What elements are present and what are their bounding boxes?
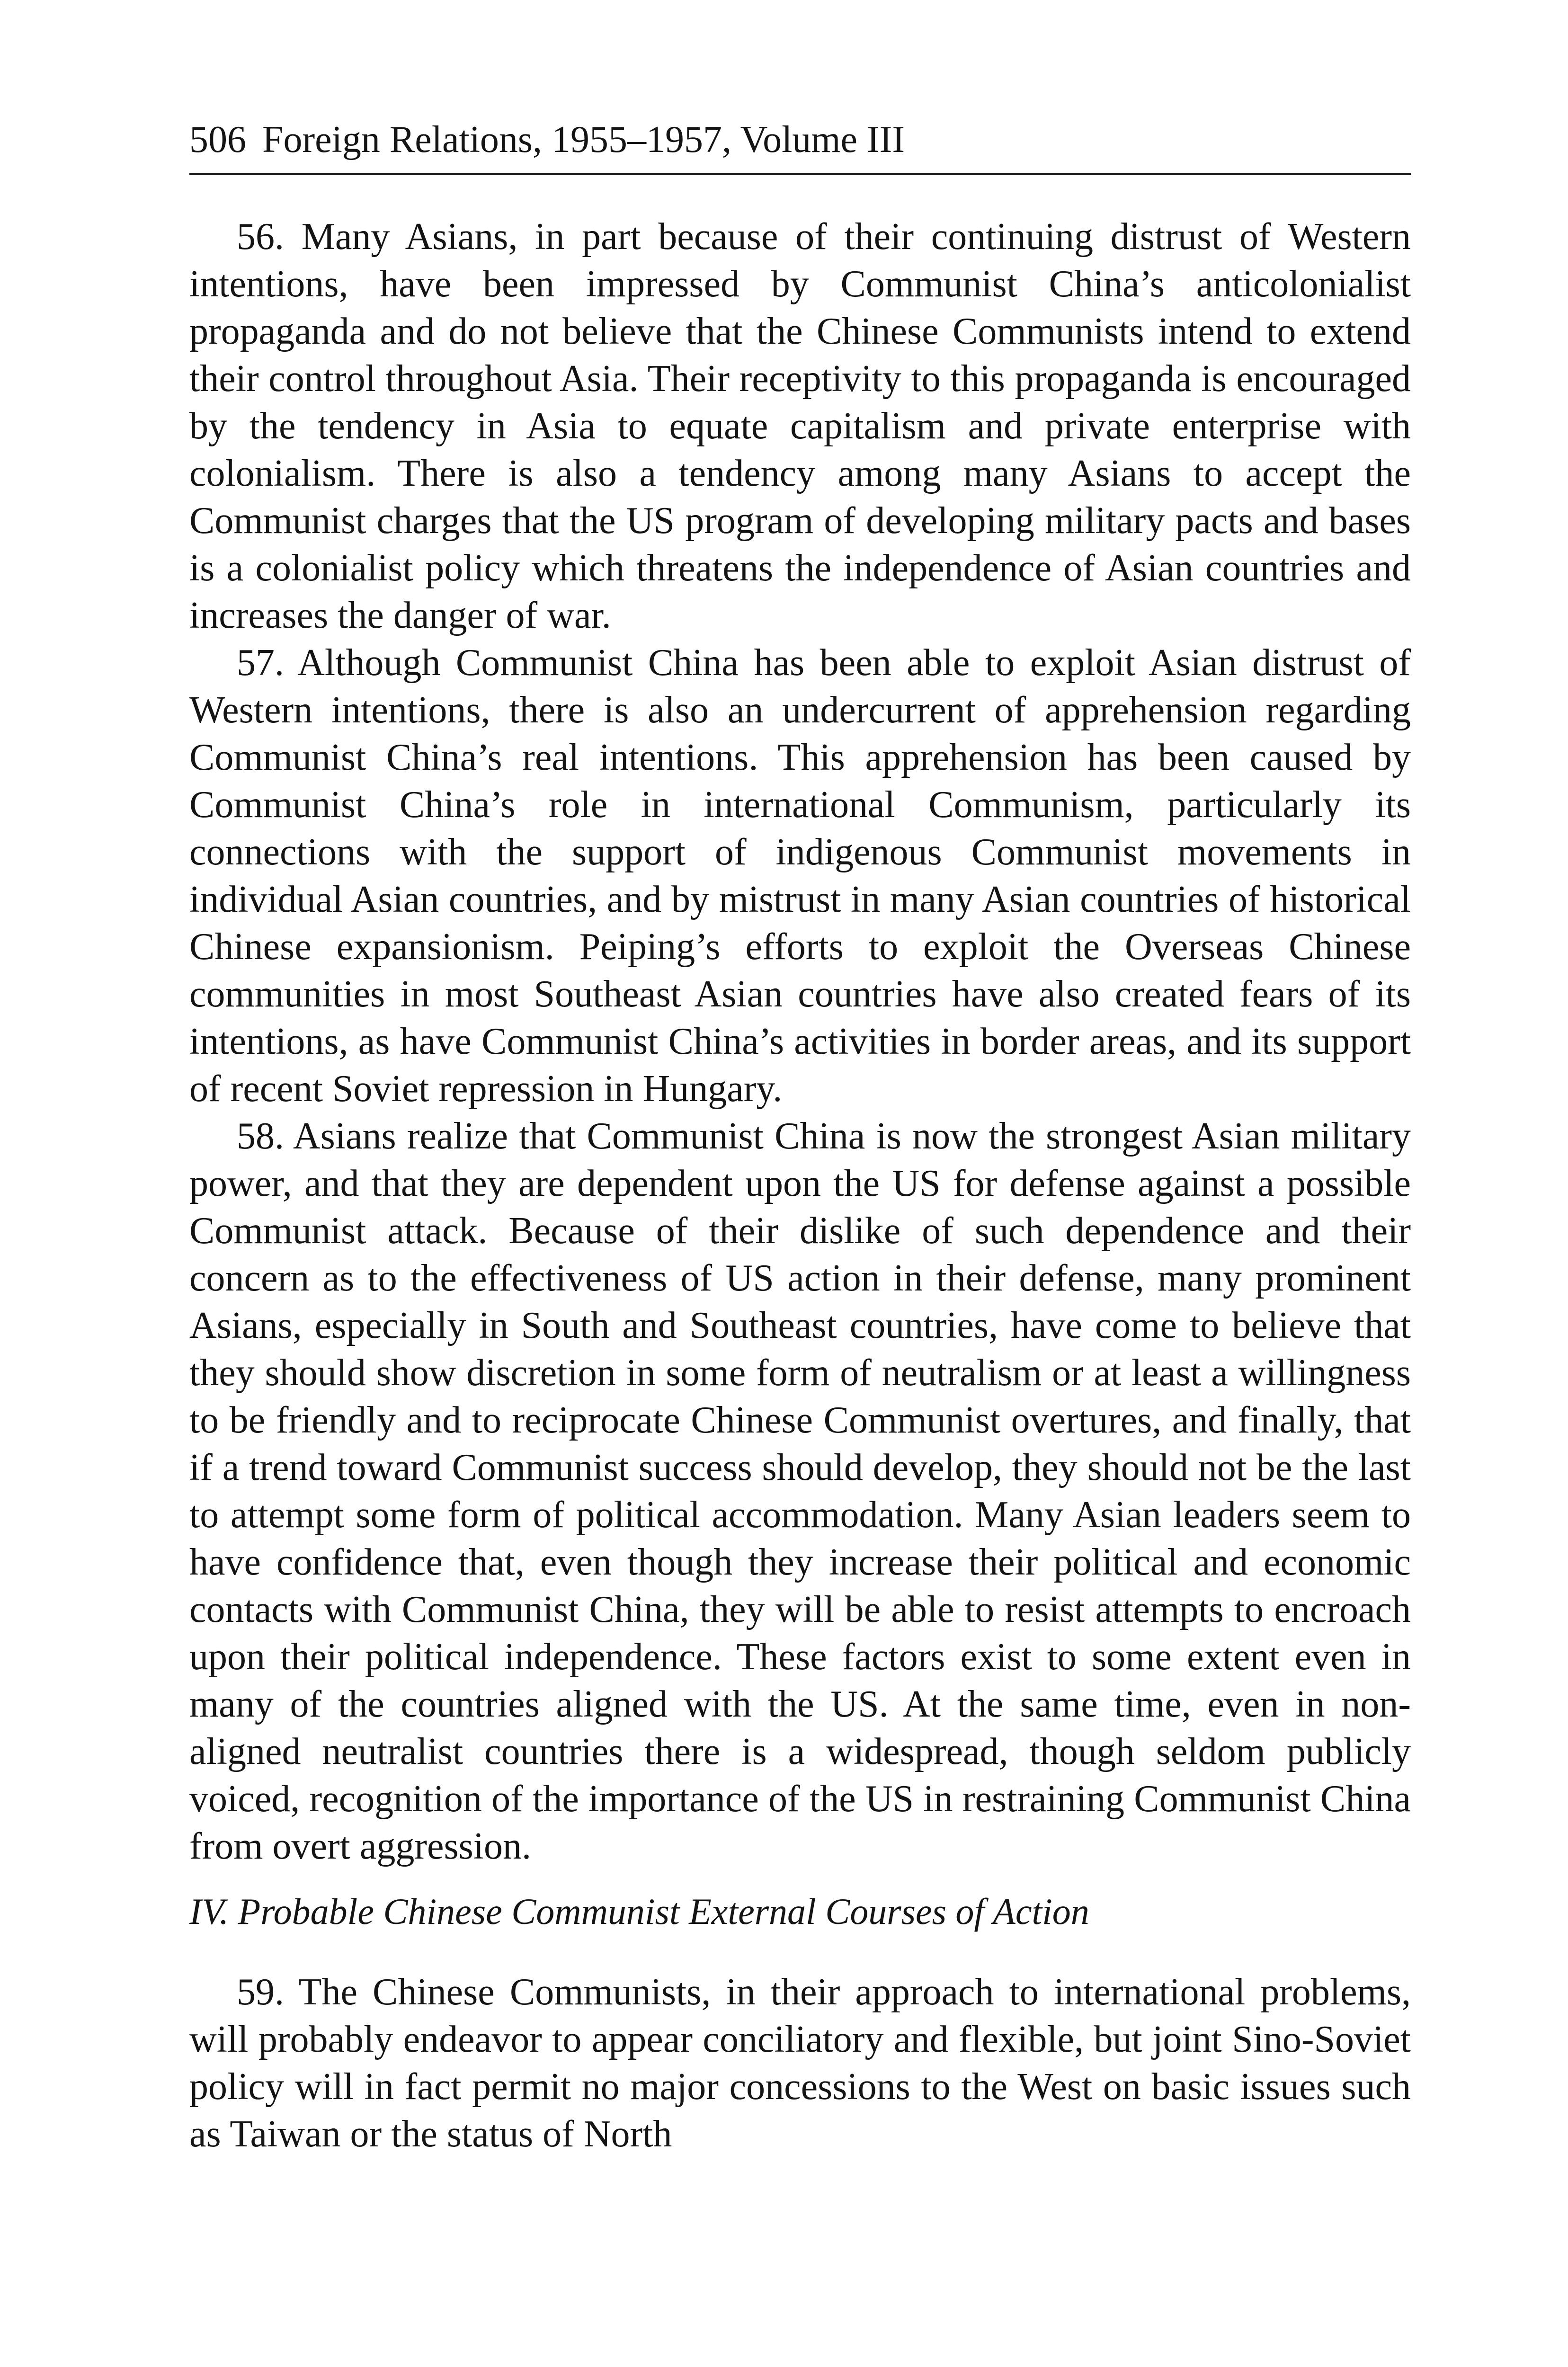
paragraph-57: [189, 639, 1411, 1112]
paragraph-58: [189, 1112, 1411, 1870]
paragraph-number: 57.: [237, 642, 284, 684]
paragraph-56: [189, 213, 1411, 639]
page-number: 506: [189, 119, 246, 160]
paragraph-number: 58.: [237, 1115, 284, 1157]
section-heading: IV. Probable Chinese Communist External Courses of Action: [189, 1891, 1089, 1932]
body-text: [189, 213, 1411, 2158]
paragraph-number: 59.: [237, 1971, 284, 2013]
publication-title: Foreign Relations, 1955–1957, Volume III: [262, 119, 905, 160]
paragraph-59: [189, 1968, 1411, 2158]
running-head: [189, 114, 1411, 175]
paragraph-number: 56.: [237, 216, 284, 258]
paragraph-text: Although Communist China has been able to exploit Asian distrust of Western intentions, there is also an undercurrent of apprehension regarding Communist China’s real intentions. This apprehension has been caused by Communist China’s role in international Communism, particularly its connections with the support of indigenous Communist movements in individual Asian countries, and by mistrust in many Asian countries of historical Chinese expansionism. Peiping’s efforts to exploit the Overseas Chinese communities in most Southeast Asian countries have also created fears of its intentions, as have Communist China’s activities in border areas, and its support of recent Soviet repression in Hungary.: [189, 642, 1411, 1110]
paragraph-text: Asians realize that Communist China is now the strongest Asian military power, and that they are dependent upon the US for defense against a possible Communist attack. Because of their dislike of such dependence and their concern as to the effectiveness of US action in their defense, many prominent Asians, especially in South and Southeast countries, have come to believe that they should show discretion in some form of neutralism or at least a willingness to be friendly and to reciprocate Chinese Communist overtures, and finally, that if a trend toward Communist success should develop, they should not be the last to attempt some form of political accommodation. Many Asian leaders seem to have confidence that, even though they increase their political and economic contacts with Communist China, they will be able to resist attempts to encroach upon their political independence. These factors exist to some extent even in many of the countries aligned with the US. At the same time, even in nonaligned neutralist countries there is a widespread, though seldom publicly voiced, recognition of the importance of the US in restraining Communist China from overt aggression.: [189, 1115, 1411, 1867]
paragraph-text: Many Asians, in part because of their continuing distrust of Western intentions, have been impressed by Communist China’s anticolonialist propaganda and do not believe that the Chinese Communists intend to extend their control throughout Asia. Their receptivity to this propaganda is encouraged by the tendency in Asia to equate capitalism and private enterprise with colonialism. There is also a tendency among many Asians to accept the Communist charges that the US program of developing military pacts and bases is a colonialist policy which threatens the independence of Asian countries and increases the danger of war.: [189, 216, 1411, 636]
paragraph-text: The Chinese Communists, in their approach to international problems, will probably endeavor to appear conciliatory and flexible, but joint Sino-Soviet policy will in fact permit no major concessions to the West on basic issues such as Taiwan or the status of North: [189, 1971, 1411, 2155]
